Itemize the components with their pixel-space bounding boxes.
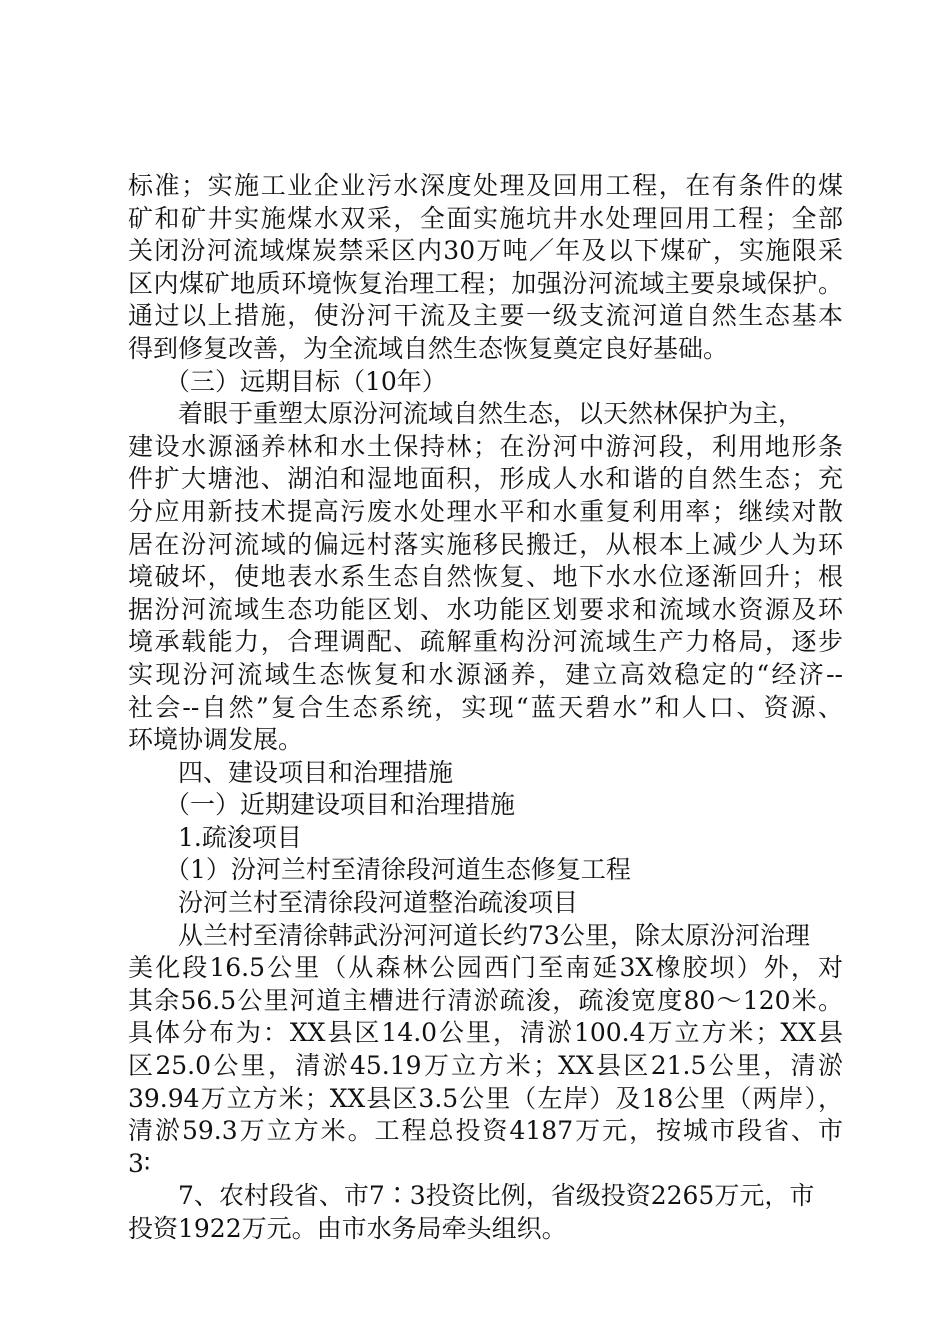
text-line-1: 标准；实施工业企业污水深度处理及回用工程，在有条件的煤 [128, 171, 843, 200]
text-line-17: 社会--自然”复合生态系统，实现“蓝天碧水”和人口、资源、 [128, 692, 843, 722]
section-heading-projects: 四、建设项目和治理措施 [178, 757, 454, 787]
text-line-31: 3∶ [128, 1148, 151, 1178]
text-line-24: 从兰村至清徐韩武汾河河道长约73公里，除太原汾河治理 [178, 920, 810, 950]
text-line-26: 其余56.5公里河道主槽进行清淤疏浚，疏浚宽度80～120米。 [128, 985, 843, 1015]
text-line-29: 39.94万立方米；XX县区3.5公里（左岸）及18公里（两岸）， [128, 1083, 843, 1113]
text-line-18: 环境协调发展。 [128, 725, 304, 755]
text-line-3: 关闭汾河流域煤炭禁采区内30万吨／年及以下煤矿，实施限采 [128, 236, 843, 266]
text-line-30: 清淤59.3万立方米。工程总投资4187万元，按城市段省、市 [128, 1116, 843, 1146]
text-line-9: 建设水源涵养林和水土保持林；在汾河中游河段，利用地形条 [128, 431, 843, 461]
section-heading-long-term-goal: （三）远期目标（10年） [165, 366, 447, 396]
text-line-28: 区25.0公里，清淤45.19万立方米；XX县区21.5公里，清淤 [128, 1051, 843, 1081]
text-line-5: 通过以上措施，使汾河干流及主要一级支流河道自然生态基本 [128, 301, 843, 331]
document-body [128, 170, 843, 1246]
text-line-14: 据汾河流域生态功能区划、水功能区划要求和流域水资源及环 [128, 594, 843, 624]
text-line-15: 境承载能力，合理调配、疏解重构汾河流域生产力格局，逐步 [128, 627, 843, 657]
text-line-6: 得到修复改善，为全流域自然生态恢复奠定良好基础。 [128, 333, 729, 363]
text-line-10: 件扩大塘池、湖泊和湿地面积，形成人水和谐的自然生态；充 [128, 464, 843, 494]
text-line-12: 居在汾河流域的偏远村落实施移民搬迁，从根本上减少人为环 [128, 529, 843, 559]
text-line-33: 投资1922万元。由市水务局牵头组织。 [128, 1214, 567, 1243]
text-line-13: 境破坏，使地表水系生态自然恢复、地下水水位逐渐回升；根 [128, 562, 843, 592]
subsection-heading-near-term: （一）近期建设项目和治理措施 [165, 790, 516, 820]
project-title: 汾河兰村至清徐段河道整治疏浚项目 [178, 888, 579, 918]
text-line-4: 区内煤矿地质环境恢复治理工程；加强汾河流域主要泉域保护。 [128, 268, 843, 298]
text-line-27: 具体分布为：XX县区14.0公里，清淤100.4万立方米；XX县 [128, 1018, 843, 1048]
text-line-16: 实现汾河流域生态恢复和水源涵养，建立高效稳定的“经济-- [128, 659, 843, 689]
text-line-25: 美化段16.5公里（从森林公园西门至南延3X橡胶坝）外，对 [128, 953, 843, 983]
text-line-32: 7、农村段省、市7∶3投资比例，省级投资2265万元，市 [178, 1181, 815, 1211]
text-line-11: 分应用新技术提高污废水处理水平和水重复利用率；继续对散 [128, 496, 843, 526]
item-heading-dredging: 1.疏浚项目 [178, 822, 302, 852]
text-line-8: 着眼于重塑太原汾河流域自然生态，以天然林保护为主， [178, 399, 804, 429]
item-heading-restoration: （1）汾河兰村至清徐段河道生态修复工程 [165, 855, 631, 885]
text-line-2: 矿和矿井实施煤水双采，全面实施坑井水处理回用工程；全部 [128, 203, 843, 233]
